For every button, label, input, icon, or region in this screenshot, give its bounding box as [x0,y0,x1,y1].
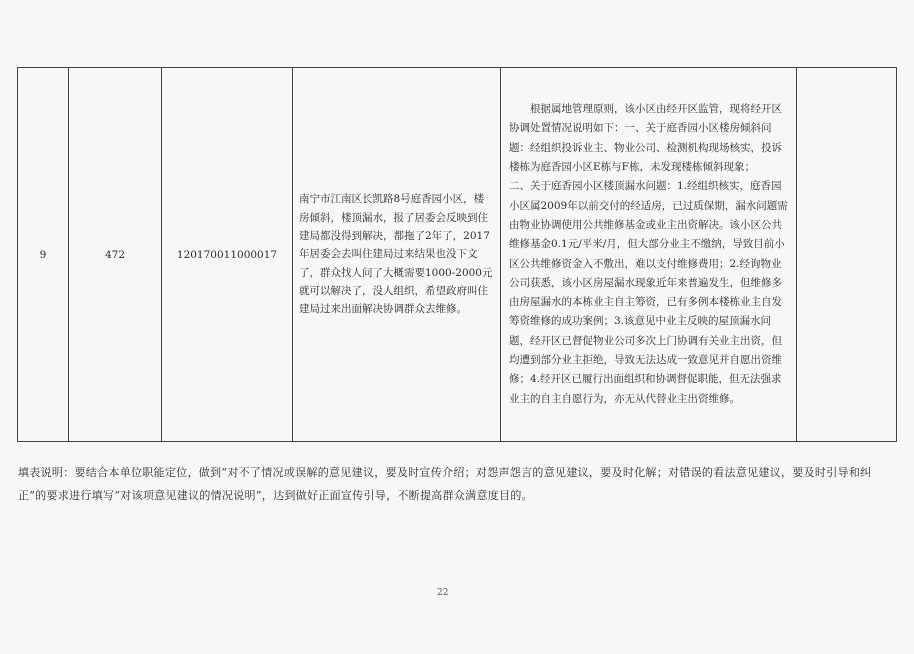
complaint-cell [293,68,501,442]
row-count: 472 [69,68,162,442]
complaint-text: 南宁市江南区长凯路8号庭香园小区，楼房倾斜，楼顶漏水，报了居委会反映到住建局都没得到解决，都拖了2年了，2017年居委会去叫住建局过来结果也没下文了，群众找人问了大概需要1000-2000元就可以解决了，没人组织，希望政府叫住建局过来出面解决协调群众去维修。 [299,193,493,316]
row-code: 120170011000017 [162,68,293,442]
page-number: 22 [437,588,449,598]
table-row [18,68,897,442]
remarks-cell [797,68,897,442]
record-table [17,67,897,442]
form-instructions: 填表说明：要结合本单位职能定位，做到“对不了情况或误解的意见建议，要及时宣传介绍；对怨声怨言的意见建议，要及时化解；对错误的看法意见建议，要及时引导和纠正”的要求进行填写“对该项意见建议的情况说明”，达到做好正面宣传引导，不断提高群众满意度目的。 [18,466,872,502]
explanation-text: 根据属地管理原则，该小区由经开区监管，现将经开区协调处置情况说明如下：一、关于庭香园小区楼房倾斜问题：经组织投诉业主、物业公司、检测机构现场核实，投诉楼栋为庭香园小区E栋与F栋，未发现楼栋倾斜现象； 二、关于庭香园小区楼顶漏水问题：1.经组织核实，庭香园小区属2009年以前交付的经适房，已过质保期，漏水问题需由物业协调使用公共维修基金或业主出资解决。该小区公共维修基金0.1元/平米/月，但大部分业主不缴纳，导致目前小区公共维修资金入不敷出，难以支付维修费用；2.经询物业公司获悉，该小区房屋漏水现象近年来普遍发生，但维修多由房屋漏水的本栋业主自主筹资，已有多例本楼栋业主自发筹资维修的成功案例；3.该意见中业主反映的屋顶漏水问题，经开区已督促物业公司多次上门协调有关业主出资，但均遭到部分业主拒绝，导致无法达成一致意见并自愿出资维修；4.经开区已履行出面组织和协调督促职能，但无法强求业主的自主自愿行为，亦无从代替业主出资维修。 [509,103,788,405]
row-index: 9 [18,68,69,442]
explanation-cell [501,68,797,442]
